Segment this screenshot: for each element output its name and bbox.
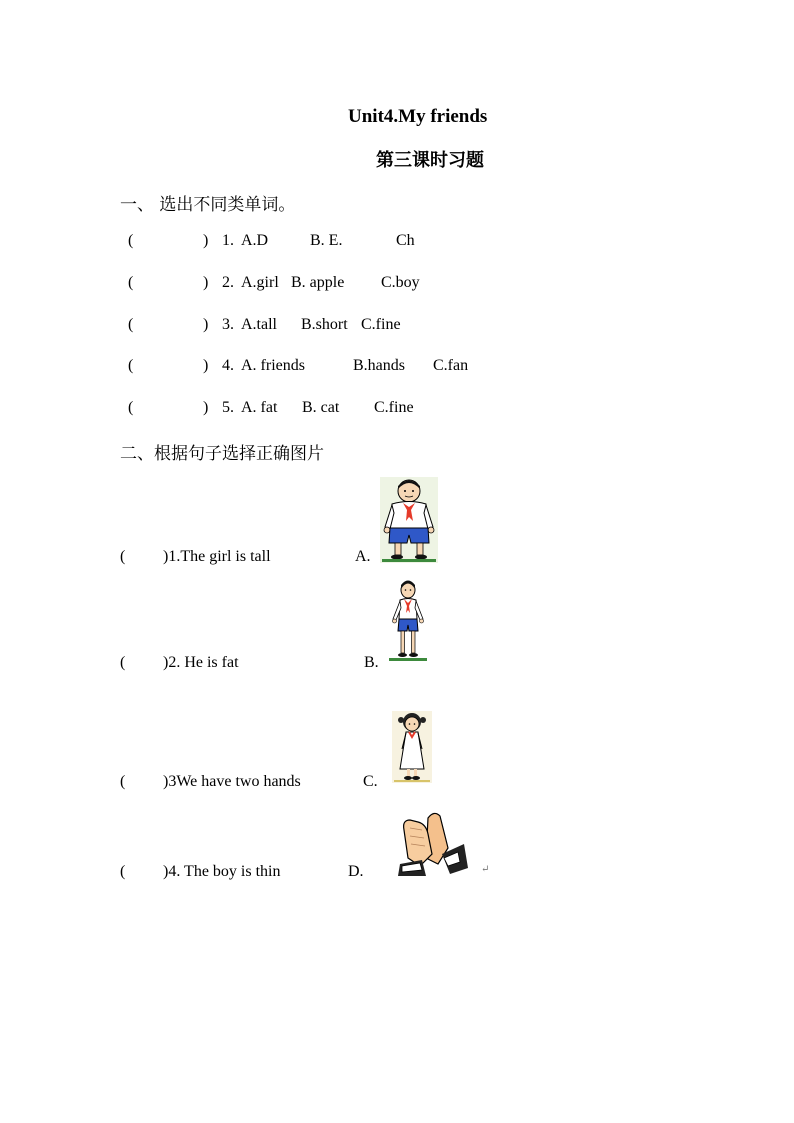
- option-a: A.D: [241, 232, 269, 249]
- answer-paren-open: (: [120, 654, 126, 671]
- option-b: B. apple: [291, 274, 345, 291]
- answer-paren-open: (: [128, 316, 134, 333]
- sentence-2: )2. He is fat: [163, 654, 239, 671]
- option-c: C.fine: [374, 399, 414, 416]
- answer-paren-close: ): [203, 399, 209, 416]
- sentence-3: )3We have two hands: [163, 773, 301, 790]
- fat-boy-picture: [380, 477, 438, 563]
- option-b: B.short: [301, 316, 348, 333]
- sentence-4: )4. The boy is thin: [163, 863, 281, 880]
- question-number: 4.: [222, 357, 234, 374]
- option-a: A.tall: [241, 316, 277, 333]
- option-b: B. E.: [310, 232, 343, 249]
- page-title: Unit4.My friends: [348, 106, 488, 127]
- option-c: C.fine: [361, 316, 401, 333]
- option-c: C.boy: [381, 274, 420, 291]
- option-a: A. fat: [241, 399, 278, 416]
- option-c: Ch: [396, 232, 415, 249]
- girl-picture: [392, 711, 432, 783]
- answer-paren-open: (: [128, 274, 134, 291]
- question-number: 2.: [222, 274, 234, 291]
- option-a: A. friends: [241, 357, 305, 374]
- clapping-hands-picture: [398, 808, 468, 876]
- option-b: B.hands: [353, 357, 405, 374]
- picture-option-d: D.: [348, 863, 364, 880]
- paragraph-mark: ↵: [481, 864, 490, 875]
- option-a: A.girl: [241, 274, 279, 291]
- answer-paren-close: ): [203, 274, 209, 291]
- question-number: 5.: [222, 399, 234, 416]
- section-2-heading: 二、根据句子选择正确图片: [120, 444, 324, 464]
- option-c: C.fan: [433, 357, 469, 374]
- answer-paren-open: (: [120, 773, 126, 790]
- answer-paren-open: (: [120, 863, 126, 880]
- answer-paren-open: (: [128, 232, 134, 249]
- option-b: B. cat: [302, 399, 340, 416]
- picture-option-c: C.: [363, 773, 378, 790]
- page-subtitle: 第三课时习题: [376, 150, 484, 171]
- sentence-1: )1.The girl is tall: [163, 548, 271, 565]
- picture-option-a: A.: [355, 548, 371, 565]
- picture-option-b: B.: [364, 654, 379, 671]
- answer-paren-close: ): [203, 316, 209, 333]
- thin-boy-picture: [386, 579, 430, 665]
- question-number: 1.: [222, 232, 234, 249]
- answer-paren-close: ): [203, 232, 209, 249]
- answer-paren-open: (: [120, 548, 126, 565]
- answer-paren-open: (: [128, 357, 134, 374]
- section-1-heading: 一、 选出不同类单词。: [120, 195, 296, 215]
- question-number: 3.: [222, 316, 234, 333]
- answer-paren-open: (: [128, 399, 134, 416]
- answer-paren-close: ): [203, 357, 209, 374]
